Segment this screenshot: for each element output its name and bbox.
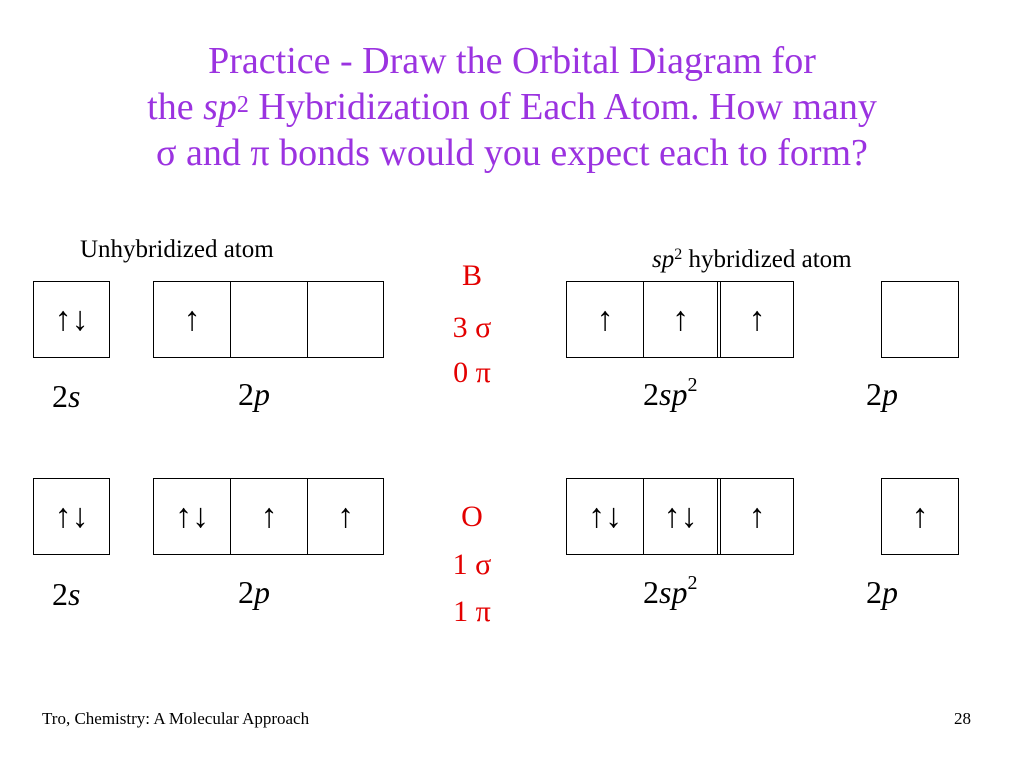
row1-sp2-cell-3: ↑ xyxy=(748,300,766,338)
row1-label-2s xyxy=(52,378,80,415)
row2-2p-box xyxy=(153,478,384,555)
row2-2s-electrons: ↑↓ xyxy=(54,497,89,535)
row1-sp2-cell-1: ↑ xyxy=(567,282,644,357)
row2-label-2s-letter: s xyxy=(68,576,81,612)
row1-pi: 0 π xyxy=(453,356,491,389)
row2-label-sp2-sup: 2 xyxy=(687,572,698,594)
hybridized-rest: hybridized atom xyxy=(682,246,852,273)
title-sp: sp xyxy=(203,86,237,128)
row2-pi: 1 π xyxy=(453,595,491,628)
row2-sp2-box xyxy=(566,478,794,555)
row1-label-sp2-letters: sp xyxy=(659,376,688,412)
row1-label-2p-letter: p xyxy=(254,376,270,412)
row2-label-2s-num: 2 xyxy=(52,576,68,612)
title-bonds: bonds would you expect each to form? xyxy=(269,132,868,174)
page-number: 28 xyxy=(954,709,971,728)
row2-label-2s xyxy=(52,576,80,613)
row2-label-hyb-2p xyxy=(866,574,898,611)
row2-label-hyb-2p-num: 2 xyxy=(866,574,882,610)
row2-atom: O xyxy=(461,500,483,533)
row1-2s-electrons: ↑↓ xyxy=(54,300,89,338)
row2-hyb-2p-electrons: ↑ xyxy=(911,497,929,535)
row1-label-2s-letter: s xyxy=(68,378,81,414)
slide-title xyxy=(0,38,1024,176)
row2-label-2p-num: 2 xyxy=(238,574,254,610)
title-and: and xyxy=(176,132,251,174)
hybridized-sup: 2 xyxy=(674,246,683,263)
row2-sigma: 1 σ xyxy=(452,548,492,581)
row1-label-2s-num: 2 xyxy=(52,378,68,414)
row2-label-hyb-2p-letter: p xyxy=(882,574,898,610)
row2-label-2sp2 xyxy=(643,574,697,611)
hybridized-label xyxy=(652,246,852,274)
title-hybridization: Hybridization of Each Atom. How many xyxy=(248,86,877,128)
title-line-3 xyxy=(0,130,1024,176)
row1-sigma: 3 σ xyxy=(452,311,492,344)
title-line-1: Practice - Draw the Orbital Diagram for xyxy=(208,40,816,82)
row1-2s-box xyxy=(33,281,110,358)
title-the: the xyxy=(147,86,204,128)
footer-source: Tro, Chemistry: A Molecular Approach xyxy=(42,709,310,728)
row1-2p-cell-3 xyxy=(308,282,383,357)
row1-2p-cell-1: ↑ xyxy=(154,282,231,357)
row2-sp2-cell-2: ↑↓ xyxy=(644,479,721,554)
row1-label-hyb-2p xyxy=(866,376,898,413)
row2-2p-cell-1: ↑↓ xyxy=(154,479,231,554)
row1-label-2sp2 xyxy=(643,376,697,413)
row1-label-2p xyxy=(238,376,270,413)
row2-sp2-cell-3: ↑ xyxy=(748,497,766,535)
row2-label-2p xyxy=(238,574,270,611)
row2-sp2-cell-1: ↑↓ xyxy=(567,479,644,554)
row2-label-sp2-num: 2 xyxy=(643,574,659,610)
row1-hyb-2p-box xyxy=(881,281,959,358)
row2-label-sp2-letters: sp xyxy=(659,574,688,610)
title-sup: 2 xyxy=(236,92,249,118)
row1-2p-box xyxy=(153,281,384,358)
title-pi: π xyxy=(250,132,270,174)
unhybridized-label: Unhybridized atom xyxy=(80,236,274,263)
row1-label-sp2-num: 2 xyxy=(643,376,659,412)
row2-2p-cell-2: ↑ xyxy=(231,479,308,554)
title-sigma: σ xyxy=(156,132,177,174)
row1-sp2-box xyxy=(566,281,794,358)
row1-2p-cell-2 xyxy=(231,282,308,357)
row1-atom: B xyxy=(461,259,482,292)
row1-label-2p-num: 2 xyxy=(238,376,254,412)
row1-label-hyb-2p-letter: p xyxy=(882,376,898,412)
row1-label-sp2-sup: 2 xyxy=(687,374,698,396)
row2-2s-box xyxy=(33,478,110,555)
row2-hyb-2p-box xyxy=(881,478,959,555)
hybridized-sp: sp xyxy=(652,246,675,273)
row1-label-hyb-2p-num: 2 xyxy=(866,376,882,412)
row2-label-2p-letter: p xyxy=(254,574,270,610)
title-line-2 xyxy=(0,84,1024,130)
row1-sp2-cell-2: ↑ xyxy=(644,282,721,357)
row2-2p-cell-3: ↑ xyxy=(337,497,354,535)
